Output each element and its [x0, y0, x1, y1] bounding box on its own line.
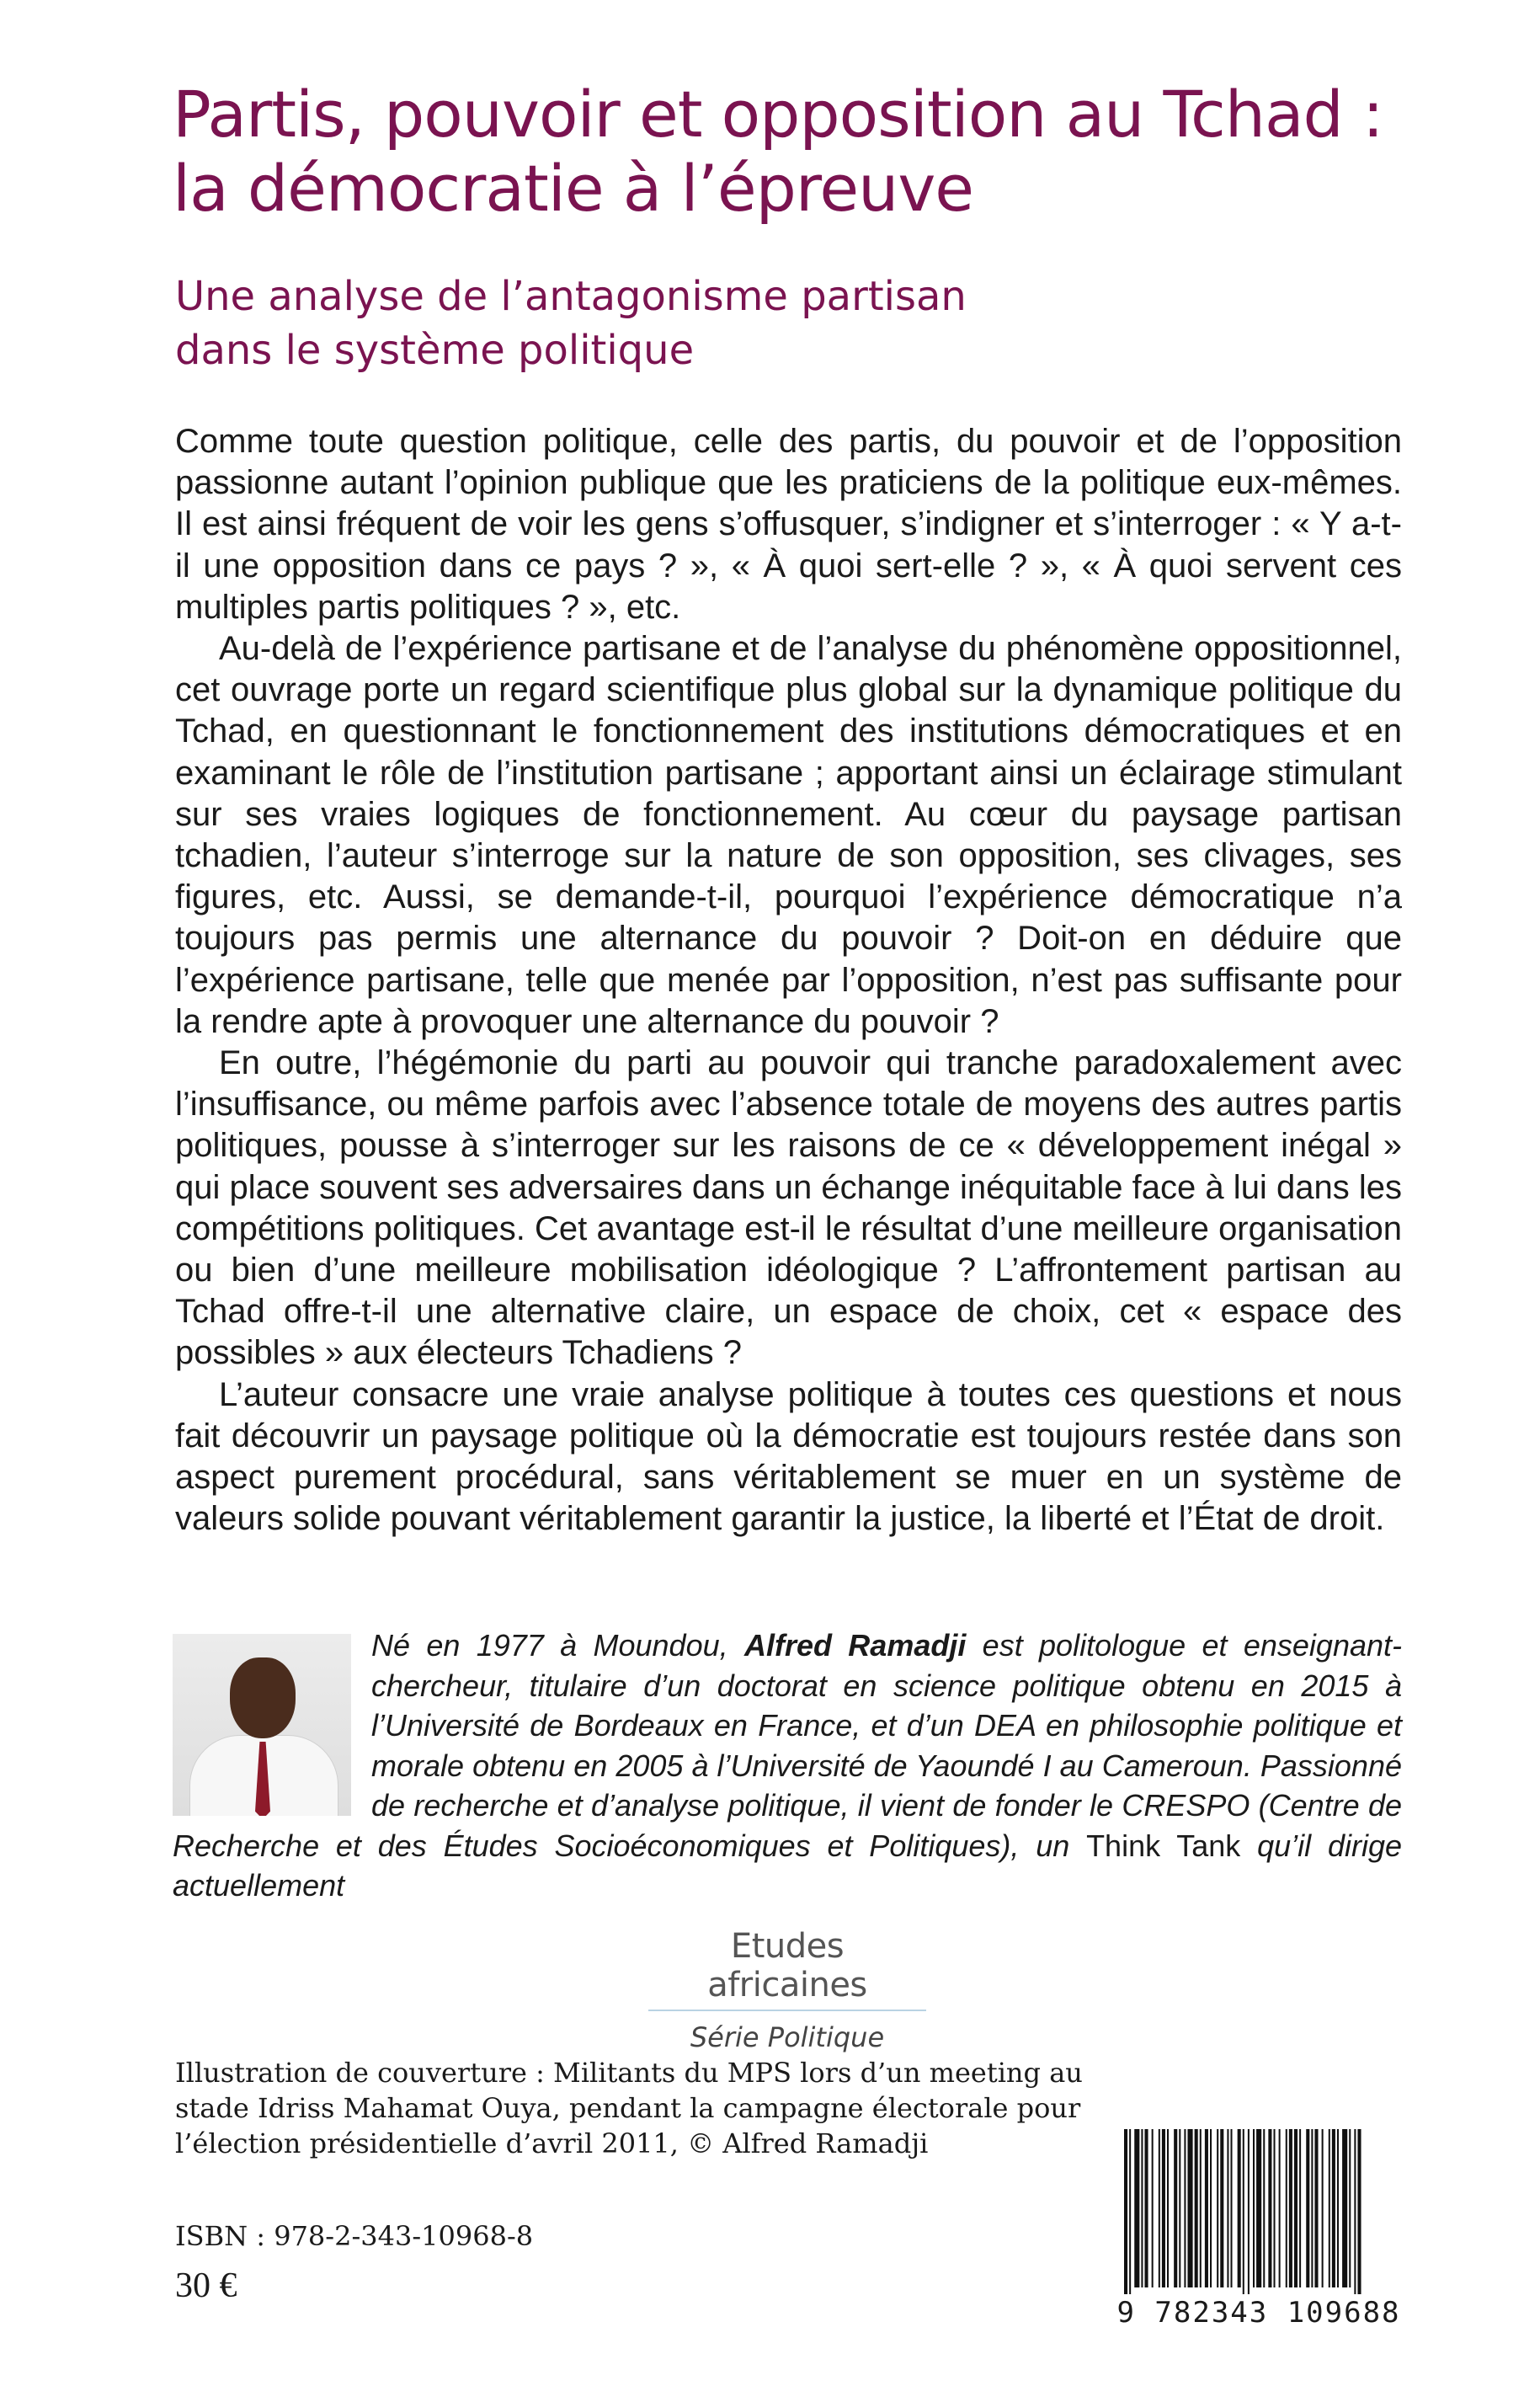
barcode-bar	[1294, 2129, 1298, 2287]
price: 30 €	[175, 2266, 237, 2305]
barcode-bar	[1159, 2129, 1160, 2287]
credit-line-1: Illustration de couverture : Militants du MPS lors d’un meeting au	[175, 2057, 1083, 2089]
barcode-bar	[1227, 2129, 1228, 2287]
collection-name: Etudes africaines	[648, 1927, 926, 2011]
barcode-bar	[1306, 2129, 1309, 2287]
barcode-bar	[1322, 2129, 1324, 2287]
book-title-line-1: Partis, pouvoir et opposition au Tchad :	[173, 77, 1383, 152]
summary-paragraph: L’auteur consacre une vraie analyse politique à toutes ces questions et nous fait découvrir un paysage politique où la démocratie est toujours restée dans son aspect purement procédural, sans véritablement se muer en un système de valeurs solide pouvant véritablement garantir la justice, la liberté et l’État de droit.	[175, 1375, 1402, 1538]
barcode-bar	[1167, 2129, 1169, 2287]
barcode-bar	[1129, 2129, 1131, 2294]
barcode-bars	[1116, 2129, 1402, 2298]
book-subtitle-line-2: dans le système politique	[175, 327, 695, 374]
summary-paragraph: Au-delà de l’expérience partisane et de l’analyse du phénomène oppositionnel, cet ouvrage porte un regard scientifique plus global sur la dynamique politique du Tchad, en questionnant le fonctionnement des institutions démocratiques et en examinant le rôle de l’institution partisane ; apportant ainsi un éclairage stimulant sur ses vraies logiques de fonctionnement. Au cœur du paysage partisan tchadien, l’auteur s’interroge sur la nature de son opposition, ses clivages, ses figures, etc. Aussi, se demande-t-il, pourquoi l’expérience démocratique n’a toujours pas permis une alternance du pouvoir ? Doit-on en déduire que l’expérience partisane, telle que menée par l’opposition, n’est pas suffisante pour la rendre apte à provoquer une alternance du pouvoir ?	[175, 630, 1402, 1040]
barcode-bar	[1289, 2129, 1292, 2287]
barcode-bar	[1179, 2129, 1180, 2287]
barcode-bar	[1299, 2129, 1301, 2287]
barcode-bar	[1337, 2129, 1339, 2287]
barcode-bar	[1329, 2129, 1330, 2287]
barcode-bar	[1253, 2129, 1255, 2287]
credit-line-3: l’élection présidentielle d’avril 2011, © Alfred Ramadji	[175, 2127, 929, 2159]
barcode-bar	[1268, 2129, 1271, 2287]
barcode-bar	[1124, 2129, 1127, 2294]
barcode-bar	[1187, 2129, 1192, 2287]
collection-series: Série Politique	[690, 2021, 885, 2053]
barcode-bar	[1162, 2129, 1165, 2287]
author-bio-main: est politologue et enseignant-chercheur, titulaire d’un doctorat en science politique obtenu en 2015 à l’Université de Bordeaux en France, et d’un DEA en philosophie politique et morale obtenu en 2005 à l’Université de Yaoundé I au Cameroun. Passionné de recherche et d’analyse politique, il vient de fonder le CRESPO (Centre de Recherche et des Études Socioéconomiques et Politiques), un	[173, 1628, 1402, 1863]
author-photo-head	[230, 1657, 296, 1738]
barcode-bar	[1134, 2129, 1139, 2287]
barcode-bar	[1286, 2129, 1287, 2287]
barcode-bar	[1263, 2129, 1265, 2287]
barcode-bar	[1256, 2129, 1261, 2287]
barcode-bar	[1311, 2129, 1313, 2287]
book-subtitle-line-1: Une analyse de l’antagonisme partisan	[175, 273, 967, 320]
barcode-digits: 9 782343 109688	[1116, 2296, 1401, 2330]
book-title-line-2: la démocratie à l’épreuve	[173, 151, 974, 226]
barcode-bar	[1220, 2129, 1223, 2287]
barcode-bar	[1144, 2129, 1148, 2287]
barcode-bar	[1243, 2129, 1244, 2294]
summary-text	[175, 421, 1402, 1540]
barcode-bar	[1217, 2129, 1218, 2287]
barcode-bar	[1332, 2129, 1335, 2287]
author-bio-end: qu’il dirige actuellement	[173, 1828, 1403, 1903]
barcode-bar	[1210, 2129, 1212, 2287]
barcode-bar	[1238, 2129, 1241, 2287]
barcode-bar	[1357, 2129, 1361, 2294]
barcode-bar	[1314, 2129, 1318, 2287]
barcode-bar	[1342, 2129, 1347, 2287]
barcode-bar	[1195, 2129, 1198, 2287]
cover-illustration-credit	[175, 2055, 1083, 2161]
barcode-bar	[1152, 2129, 1154, 2287]
barcode-bar	[1200, 2129, 1202, 2287]
barcode-bar	[1141, 2129, 1143, 2287]
barcode-bar	[1273, 2129, 1275, 2287]
barcode-bar	[1349, 2129, 1351, 2287]
barcode-bar	[1174, 2129, 1177, 2287]
author-section	[173, 1625, 1402, 1906]
author-photo	[173, 1634, 351, 1816]
author-bio-intro: Né en 1977 à Moundou,	[371, 1628, 744, 1663]
isbn: ISBN : 978-2-343-10968-8	[175, 2220, 534, 2252]
barcode-bar	[1184, 2129, 1186, 2287]
barcode-bar	[1354, 2129, 1356, 2294]
summary-paragraph: En outre, l’hégémonie du parti au pouvoir qui tranche paradoxalement avec l’insuffisance, ou même parfois avec l’absence totale de moyens des autres partis politiques, pousse à s’interroger sur les raisons de ce « développement inégal » qui place souvent ses adversaires dans un échange inéquitable face à lui dans les compétitions politiques. Cet avantage est-il le résultat d’une meilleure organisation ou bien d’une meilleure mobilisation idéologique ? L’affrontement partisan au Tchad offre-t-il une alternative claire, un espace de choix, cet « espace des possibles » aux électeurs Tchadiens ?	[175, 1044, 1402, 1372]
book-subtitle	[175, 270, 1354, 377]
barcode-bar	[1230, 2129, 1232, 2287]
credit-line-2: stade Idriss Mahamat Ouya, pendant la campagne électorale pour	[175, 2092, 1081, 2124]
collection-logo	[648, 1927, 926, 2053]
barcode	[1116, 2129, 1402, 2330]
author-bio-think-tank: Think Tank	[1086, 1828, 1241, 1863]
author-bio	[173, 1625, 1402, 1906]
barcode-bar	[1279, 2129, 1281, 2287]
book-title	[173, 77, 1436, 226]
summary-paragraph: Comme toute question politique, celle des partis, du pouvoir et de l’opposition passionne autant l’opinion publique que les praticiens de la politique eux-mêmes. Il est ainsi fréquent de voir les gens s’offusquer, s’indigner et s’interroger : « Y a-t-il une opposition dans ce pays ? », « À quoi sert-elle ? », « À quoi servent ces multiples partis politiques ? », etc.	[175, 423, 1402, 626]
barcode-bar	[1248, 2129, 1250, 2294]
author-name: Alfred Ramadji	[743, 1628, 967, 1663]
barcode-bar	[1205, 2129, 1208, 2287]
